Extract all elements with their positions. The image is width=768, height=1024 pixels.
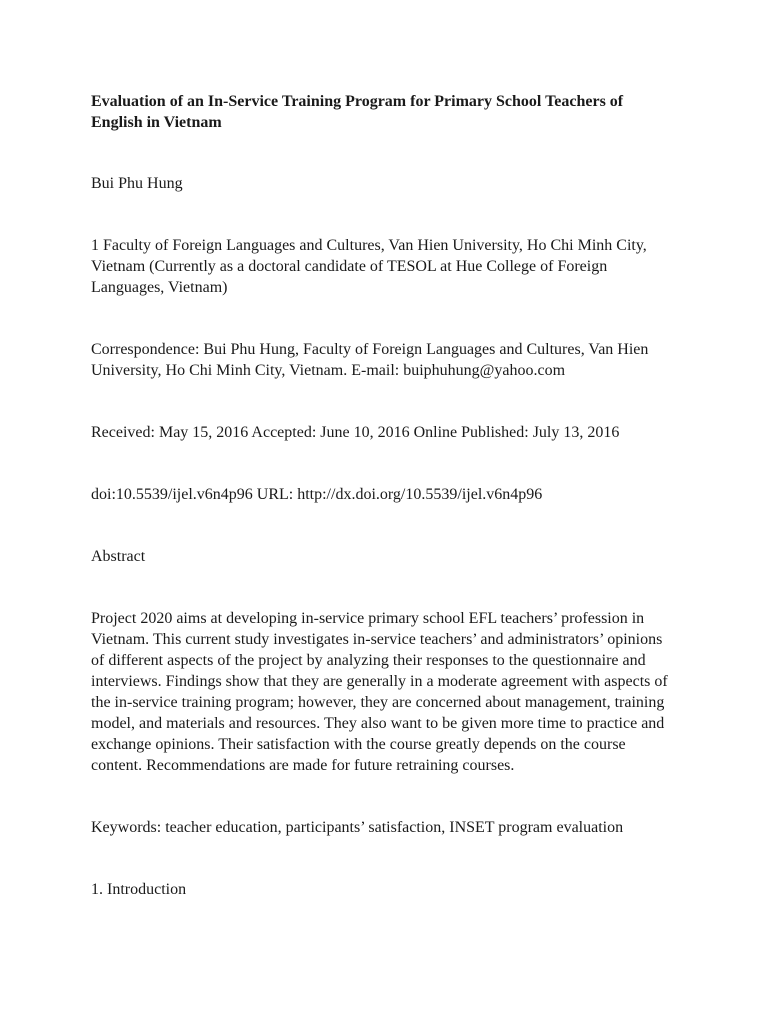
doi-line: doi:10.5539/ijel.v6n4p96 URL: http://dx.doi.org/10.5539/ijel.v6n4p96 (91, 486, 543, 503)
author-name: Bui Phu Hung (91, 175, 183, 192)
paper-title: Evaluation of an In-Service Training Program for Primary School Teachers of English in Vietnam (91, 93, 624, 131)
section-heading-introduction: 1. Introduction (91, 881, 187, 898)
correspondence: Correspondence: Bui Phu Hung, Faculty of Foreign Languages and Cultures, Van Hien University, Ho Chi Minh City, Vietnam. E-mail: buiphuhung@yahoo.com (91, 341, 649, 379)
abstract-heading: Abstract (91, 548, 146, 565)
abstract-text: Project 2020 aims at developing in-service primary school EFL teachers’ profession in Vietnam. This current study investigates in-service teachers’ and administrators’ opinions of different aspects of the project by analyzing their responses to the questionnaire and interviews. Findings show that they are generally in a moderate agreement with aspects of the in-service training program; however, they are concerned about management, training model, and materials and resources. They also want to be given more time to practice and exchange opinions. Their satisfaction with the course greatly depends on the course content. Recommendations are made for future retraining courses. (91, 610, 668, 774)
author-affiliation: 1 Faculty of Foreign Languages and Cultures, Van Hien University, Ho Chi Minh City, Vietnam (Currently as a doctoral candidate of TESOL at Hue College of Foreign Languages, Vietnam) (91, 237, 647, 296)
publication-dates: Received: May 15, 2016 Accepted: June 10, 2016 Online Published: July 13, 2016 (91, 424, 620, 441)
keywords: Keywords: teacher education, participants’ satisfaction, INSET program evaluation (91, 819, 624, 836)
